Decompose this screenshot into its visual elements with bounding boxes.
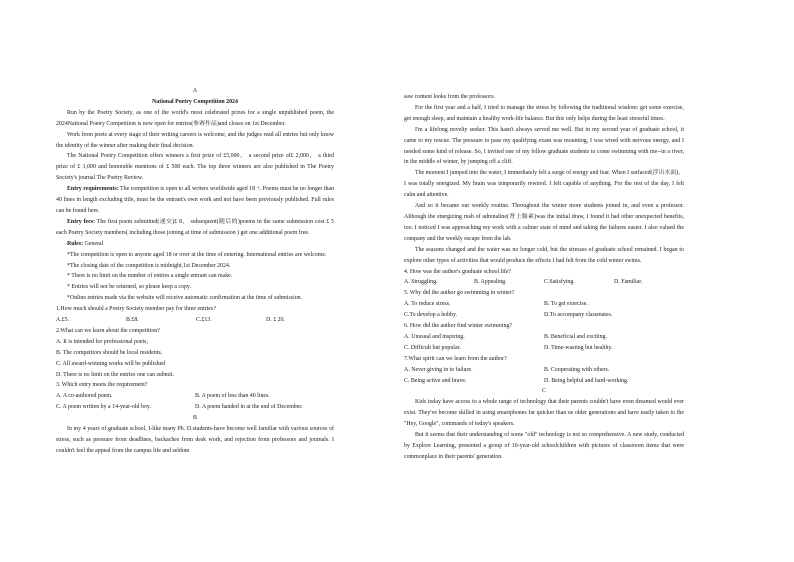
option: B. Beneficial and exciting.: [544, 333, 607, 340]
option: C.Satisfying.: [544, 279, 575, 286]
section-b-heading: B: [193, 415, 197, 422]
question-6: 6. How did the author find winter swimming?: [404, 323, 512, 330]
rules-general: General: [83, 240, 104, 247]
option: A. To reduce stress.: [404, 301, 451, 308]
question-6-options-row: [404, 343, 684, 354]
option: D. £ 20.: [266, 317, 285, 324]
option: C. A poem written by a 14-year-old boy.: [56, 404, 151, 411]
entry-fees-paragraph: [56, 217, 334, 239]
question-5: 5. Why did the author go swimming in winter?: [404, 290, 515, 297]
rule-item: *The competition is open to anyone aged 18 or over at the time of entering. International entries are welcome.: [67, 251, 327, 258]
left-column: [56, 86, 334, 457]
option: D. There is no limit on the entries one can submit.: [56, 371, 175, 378]
passage-b-paragraph: The moment I jumped into the water, I immediately felt a surge of energy and fear. When I surfaced(浮出水面)，I was totally energized. My brain was temporarily rewired. I felt capable of anything. For the rest of the day, I felt calm and attentive.: [404, 170, 684, 199]
option: C. All award-winning works will be published: [56, 360, 166, 367]
entry-requirements-text: The competition is open to all writers worldwide aged 18 +. Poems must be no longer than 40 lines in length excluding title, must be the entrant's own work and not have been previously published. Full rules can be found here.: [56, 186, 334, 214]
option: A. It is intended for professional poets,: [56, 338, 148, 345]
question-1-options: [56, 315, 334, 326]
option: D. Being helpful and hard-working.: [544, 377, 629, 384]
section-c-heading: C: [542, 388, 546, 395]
passage-a-paragraph: Work from poets at every stage of their writing careers is welcome, and the judges read all entries but only know the identity of the winner after making their final decision.: [56, 131, 334, 149]
question-5-options-row: [404, 299, 684, 310]
question-2: 2.What can we learn about the competition?: [56, 327, 160, 334]
question-1: 1.How much should a Poetry Society member pay for three entries?: [56, 306, 216, 313]
question-7: 7.What spirit can we learn from the author?: [404, 355, 507, 362]
rule-item: *Online entries made via the website will receive automatic confirmation at the time of submission.: [67, 295, 303, 302]
option: D. Familiar.: [614, 279, 643, 286]
entry-fees-label: Entry fees:: [67, 218, 96, 225]
option: C. Being active and brave.: [404, 377, 467, 384]
option: A. A co-authored poem.: [56, 393, 113, 400]
passage-c-paragraph: Kids today have access to a whole range of technology that their parents couldn't have even dreamed would ever exist. They've become skilled in using smartphones far quicker than us older generations and have easily taken to the "Hey, Google", commands of today's speakers.: [404, 399, 684, 428]
rule-item: * Entries will not be returned, so please keep a copy.: [67, 284, 191, 291]
passage-a-title: National Poetry Competition 2024: [152, 98, 238, 105]
option: D.To accompany classmates.: [544, 312, 613, 319]
option: B. Cooperating with others.: [544, 366, 610, 373]
question-3-options-row: [56, 391, 334, 402]
section-a-heading: A: [192, 88, 198, 94]
question-3-options-row: [56, 402, 334, 413]
option: B. The competitors should be local residents.: [56, 349, 163, 356]
question-5-options-row: [404, 310, 684, 321]
passage-c-paragraph: But it seems that their understanding of some "old" technology is not so comprehensive. A new study, conducted by Explore Learning, presented a group of 10-year-old schoolchildren with pictures of classroom items that were commonplace in their parents' generation.: [404, 432, 684, 460]
entry-requirements-paragraph: [56, 184, 334, 217]
option: A. Never giving in to failure.: [404, 366, 473, 373]
passage-a-paragraph: The National Poetry Competition offers winners a first prize of £5,000， a second prize of£ 2,000， a third prize of £ 1,000 and honorable mentions of £ 500 each. The top three winners are also published in The Poetry Society's journal The Poetry Review.: [56, 153, 334, 182]
option: B.£8.: [126, 317, 139, 324]
option: A. Unusual and inspiring.: [404, 333, 465, 340]
option: A. Struggling.: [404, 279, 438, 286]
passage-b-paragraph: In my 4 years of graduate school, I-like many Ph. D.students-have become well familiar with various sources of stress, such as pressure from deadlines, backaches from desk work, and rejection from professors and journals. I couldn't feel the appeal from the campus life and seldom: [56, 426, 334, 454]
question-4-options: [404, 277, 684, 288]
option: C.To develop a hobby.: [404, 312, 458, 319]
option: B. Appealing.: [474, 279, 507, 286]
option: C. Difficult but popular.: [404, 344, 461, 351]
question-6-options-row: [404, 332, 684, 343]
passage-b-paragraph: saw content looks from the professors.: [404, 94, 495, 100]
passage-a-paragraph: Run by the Poetry Society, as one of the world's most celebrated prizes for a single unpublished poem, the 2024National Poetry Competition is now open for entries(参赛作品)and closes on 1st December.: [56, 109, 334, 127]
passage-b-paragraph: And so it became our weekly routine. Throughout the winter more students joined in, and even a professor. Although the energizing rush of adrenaline(肾上腺素)was the initial draw, I found it had other unexpected benefits, too. I noticed I was approaching my work with a calmer state of mind and taking the failures easier. I also valued the company and the weekly escape from the lab.: [404, 203, 684, 242]
option: B. To get exercise.: [544, 301, 588, 308]
passage-b-paragraph: For the first year and a half, I tried to manage the stress by following the traditional wisdom: get some exercise, get enough sleep, and maintain a healthy work-life balance. But this only helps during the least stressful times.: [404, 104, 684, 122]
rules-label: Rules:: [67, 240, 84, 247]
option: C.£13.: [196, 317, 212, 324]
rule-item: *The closing date of the competition is midnight,1st December 2024.: [67, 262, 231, 269]
rules-paragraph: [56, 239, 334, 250]
right-column: [404, 92, 684, 463]
option: D. Time-wasting but healthy.: [544, 344, 613, 351]
entry-fees-text: The first poem submitted(递交)£ 8， subsequent(随后的)poems in the same submission cost £ 5 each Poetry Society members( including those joining at time of submission ) get one additional poem free.: [56, 218, 334, 236]
passage-b-paragraph: The seasons changed and the water was no longer cold, but the stresses of graduate school remained. I began to explore other types of activities that would produce the effects I had felt from the cold winter swims.: [404, 246, 684, 264]
passage-b-paragraph: I'm a lifelong novelty seeker. This hasn't always served me well. But in my second year of graduate school, it came to my rescue. The pressure to pass my qualifying exam was mounting, I was wired with nervous energy, and I needed some kind of release. So, I invited one of my fellow graduate students to come swimming with me--in a river, in the middle of winter, by jumping off a cliff.: [404, 126, 684, 166]
entry-requirements-label: Entry requirements:: [67, 186, 119, 193]
option: D. A poem handed in at the end of December.: [195, 404, 303, 411]
option: A.£5.: [56, 317, 70, 324]
option: B. A poem of less than 40 lines.: [195, 393, 270, 400]
question-7-options-row: [404, 365, 684, 376]
question-3: 3. Which entry meets the requirement?: [56, 382, 148, 389]
question-4: 4. How was the author's graduate school life?: [404, 268, 512, 275]
question-7-options-row: [404, 376, 684, 387]
rule-item: * There is no limit on the number of entries a single entrant can make.: [67, 273, 233, 280]
